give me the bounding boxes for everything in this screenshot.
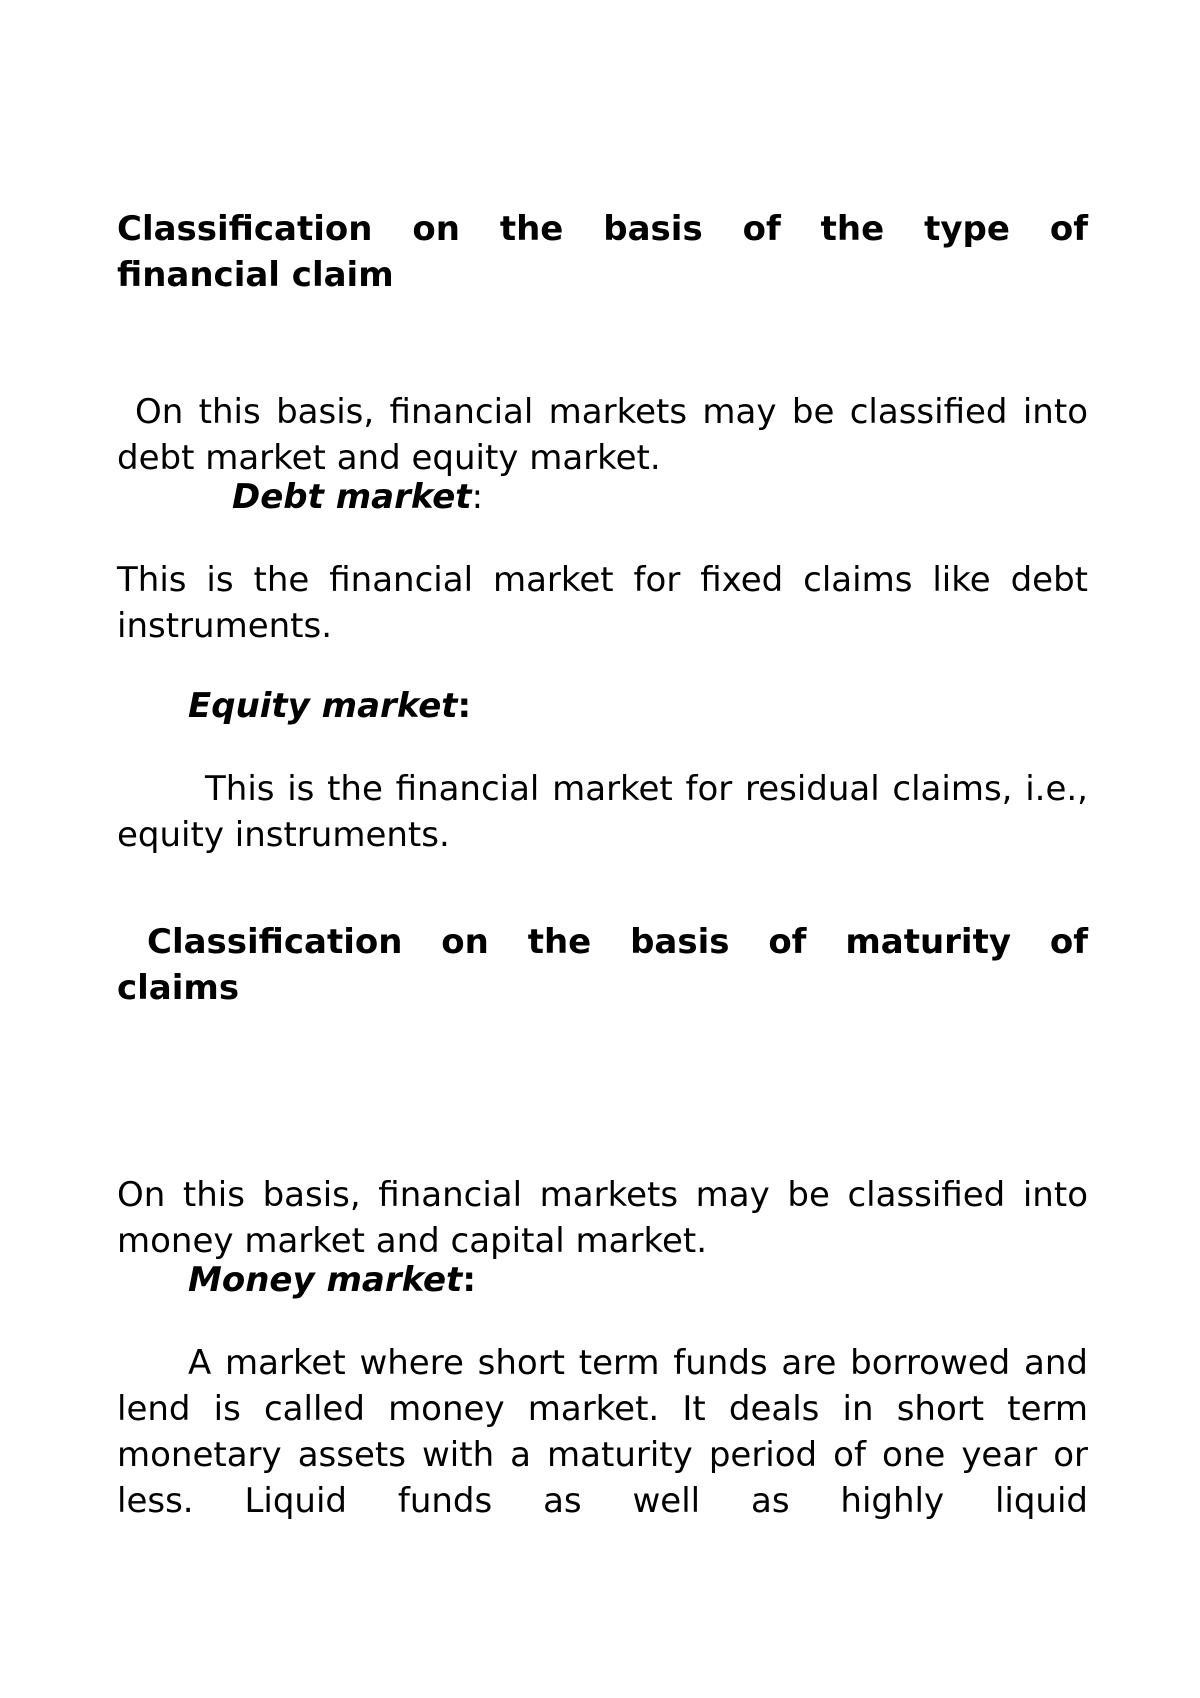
- paragraph-text: This is the financial market for fixed claims like debt instruments.: [117, 560, 1088, 646]
- subheading-title: Debt market: [232, 477, 472, 517]
- subheading-equity-market: [188, 683, 471, 729]
- subheading-money-market: [188, 1257, 476, 1303]
- subheading-title: Money market: [188, 1260, 463, 1300]
- heading-line-2: financial claim: [117, 255, 394, 295]
- intro-text: On this basis, financial markets may be classified into debt market and equity market.: [117, 392, 1088, 478]
- heading-line-2: claims: [117, 968, 240, 1008]
- section-heading-maturity-line-2: [117, 965, 1088, 1011]
- heading-line-1: Classification on the basis of maturity of: [147, 922, 1088, 962]
- subheading-debt-market: [232, 474, 483, 520]
- section-heading-type-of-claim: [117, 206, 1088, 298]
- subheading-title: Equity market: [188, 686, 458, 726]
- section-intro-paragraph: [117, 1172, 1088, 1264]
- equity-market-paragraph: [117, 766, 1088, 858]
- section-heading-maturity-of-claims: [147, 919, 1088, 965]
- subheading-colon: :: [457, 686, 472, 726]
- debt-market-paragraph: [117, 557, 1088, 649]
- intro-text: On this basis, financial markets may be classified into money market and capital market.: [117, 1175, 1088, 1261]
- money-market-paragraph: [117, 1340, 1088, 1524]
- paragraph-text: A market where short term funds are borrowed and lend is called money market. It deals in short term monetary assets with a maturity period of one year or less. Liquid funds as well as highly liquid: [117, 1343, 1088, 1521]
- paragraph-text: This is the financial market for residual claims, i.e., equity instruments.: [117, 769, 1088, 855]
- section-intro-paragraph: [117, 389, 1088, 481]
- subheading-colon: :: [462, 1260, 476, 1300]
- subheading-colon: :: [471, 477, 484, 517]
- heading-line-1: Classification on the basis of the type of: [117, 209, 1088, 249]
